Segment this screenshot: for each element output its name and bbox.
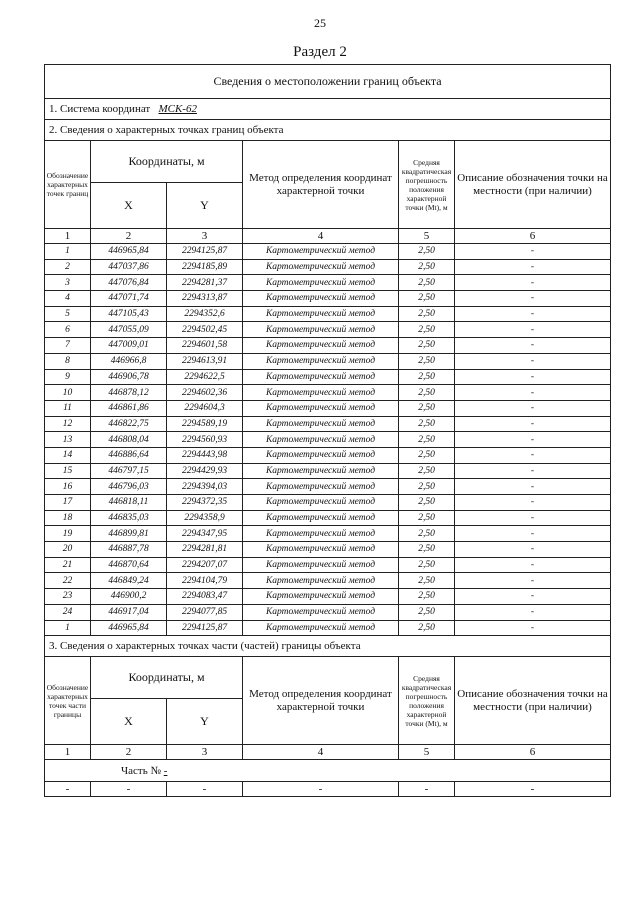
table-row — [45, 542, 611, 558]
description-cell: - — [455, 542, 611, 558]
point-number-cell: 5 — [45, 306, 91, 322]
method-cell: Картометрический метод — [243, 338, 399, 354]
error-cell: 2,50 — [399, 620, 455, 636]
empty-cell: - — [91, 782, 167, 797]
error-cell: 2,50 — [399, 526, 455, 542]
coordinate-system-value: МСК-62 — [158, 103, 197, 115]
error-cell: 2,50 — [399, 338, 455, 354]
coord-y-cell: 2294502,45 — [167, 322, 243, 338]
table-row — [45, 557, 611, 573]
coord-y-cell: 2294077,85 — [167, 604, 243, 620]
table-row — [45, 463, 611, 479]
coord-x-cell: 447105,43 — [91, 306, 167, 322]
coord-y-cell: 2294429,93 — [167, 463, 243, 479]
coord-y-cell: 2294281,81 — [167, 542, 243, 558]
table-row — [45, 306, 611, 322]
header-x: X — [91, 183, 167, 229]
table-row — [45, 259, 611, 275]
empty-cell: - — [243, 782, 399, 797]
point-number-cell: 22 — [45, 573, 91, 589]
error-cell: 2,50 — [399, 463, 455, 479]
description-cell: - — [455, 589, 611, 605]
error-cell: 2,50 — [399, 306, 455, 322]
coord-x-cell: 446906,78 — [91, 369, 167, 385]
page-number: 25 — [314, 16, 326, 30]
description-cell: - — [455, 447, 611, 463]
part-number-value: - — [163, 764, 168, 777]
point-number-cell: 10 — [45, 385, 91, 401]
point-number-cell: 18 — [45, 510, 91, 526]
coord-x-cell: 446966,8 — [91, 353, 167, 369]
description-cell: - — [455, 526, 611, 542]
table-row — [45, 495, 611, 511]
table-row — [45, 573, 611, 589]
description-cell: - — [455, 620, 611, 636]
error-cell: 2,50 — [399, 244, 455, 260]
error-cell: 2,50 — [399, 495, 455, 511]
coord-y-cell: 2294372,35 — [167, 495, 243, 511]
coord-x-cell: 446808,04 — [91, 432, 167, 448]
coord-x-cell: 446965,84 — [91, 244, 167, 260]
error-cell: 2,50 — [399, 542, 455, 558]
empty-cell: - — [167, 782, 243, 797]
column-numbers-row-part — [45, 745, 611, 760]
description-cell: - — [455, 259, 611, 275]
coord-y-cell: 2294443,98 — [167, 447, 243, 463]
coord-x-cell: 446797,15 — [91, 463, 167, 479]
coord-y-cell: 2294358,9 — [167, 510, 243, 526]
description-cell: - — [455, 432, 611, 448]
table-row — [45, 400, 611, 416]
description-cell: - — [455, 275, 611, 291]
coord-y-cell: 2294560,93 — [167, 432, 243, 448]
description-cell: - — [455, 369, 611, 385]
point-number-cell: 1 — [45, 244, 91, 260]
table-row — [45, 275, 611, 291]
coord-x-cell: 447055,09 — [91, 322, 167, 338]
point-number-cell: 9 — [45, 369, 91, 385]
header-coords: Координаты, м — [91, 141, 243, 183]
error-cell: 2,50 — [399, 589, 455, 605]
error-cell: 2,50 — [399, 353, 455, 369]
point-number-cell: 16 — [45, 479, 91, 495]
table-title: Сведения о местоположении границ объекта — [45, 65, 611, 99]
table-row — [45, 338, 611, 354]
point-number-cell: 23 — [45, 589, 91, 605]
error-cell: 2,50 — [399, 432, 455, 448]
header-error-part: Средняя квадратическая погрешность положения характерной точки (Мt), м — [399, 657, 455, 745]
coordinate-system-row — [45, 99, 611, 120]
coord-y-cell: 2294083,47 — [167, 589, 243, 605]
point-number-cell: 8 — [45, 353, 91, 369]
table-row — [45, 526, 611, 542]
coord-x-cell: 446849,24 — [91, 573, 167, 589]
error-cell: 2,50 — [399, 322, 455, 338]
error-cell: 2,50 — [399, 604, 455, 620]
method-cell: Картометрический метод — [243, 244, 399, 260]
part-number-label: Часть № — [121, 764, 161, 777]
point-number-cell: 20 — [45, 542, 91, 558]
table-row — [45, 620, 611, 636]
coord-y-cell: 2294604,3 — [167, 400, 243, 416]
method-cell: Картометрический метод — [243, 353, 399, 369]
coord-x-cell: 446822,75 — [91, 416, 167, 432]
header-point-name: Обозначение характерных точек границ — [45, 141, 91, 229]
table-row — [45, 589, 611, 605]
empty-cell: - — [455, 782, 611, 797]
description-cell: - — [455, 400, 611, 416]
column-number: 1 — [45, 229, 91, 244]
coord-x-cell: 446899,81 — [91, 526, 167, 542]
header-point-name-part: Обозначение характерных точек части границы — [45, 657, 91, 745]
table-row — [45, 510, 611, 526]
column-number: 2 — [91, 745, 167, 760]
column-number: 3 — [167, 745, 243, 760]
point-number-cell: 1 — [45, 620, 91, 636]
empty-part-row — [45, 782, 611, 797]
data-rows — [45, 244, 611, 636]
coord-x-cell: 446796,03 — [91, 479, 167, 495]
part3-title: 3. Сведения о характерных точках части (частей) границы объекта — [45, 636, 611, 657]
method-cell: Картометрический метод — [243, 526, 399, 542]
coord-x-cell: 446818,11 — [91, 495, 167, 511]
error-cell: 2,50 — [399, 369, 455, 385]
description-cell: - — [455, 495, 611, 511]
header-method: Метод определения координат характерной точки — [243, 141, 399, 229]
point-number-cell: 12 — [45, 416, 91, 432]
error-cell: 2,50 — [399, 416, 455, 432]
coord-y-cell: 2294613,91 — [167, 353, 243, 369]
table-row — [45, 479, 611, 495]
description-cell: - — [455, 463, 611, 479]
section-title: Раздел 2 — [293, 44, 347, 60]
coord-y-cell: 2294313,87 — [167, 291, 243, 307]
header-description: Описание обозначения точки на местности (при наличии) — [455, 141, 611, 229]
coord-x-cell: 446878,12 — [91, 385, 167, 401]
description-cell: - — [455, 604, 611, 620]
description-cell: - — [455, 573, 611, 589]
coord-y-cell: 2294185,89 — [167, 259, 243, 275]
header-coords-part: Координаты, м — [91, 657, 243, 699]
table-row — [45, 322, 611, 338]
table-row — [45, 369, 611, 385]
table-row — [45, 385, 611, 401]
coord-y-cell: 2294207,07 — [167, 557, 243, 573]
coord-x-cell: 446887,78 — [91, 542, 167, 558]
coord-x-cell: 446965,84 — [91, 620, 167, 636]
part-number-row — [45, 760, 611, 782]
header-x-part: X — [91, 699, 167, 745]
method-cell: Картометрический метод — [243, 259, 399, 275]
table-row — [45, 432, 611, 448]
method-cell: Картометрический метод — [243, 275, 399, 291]
error-cell: 2,50 — [399, 510, 455, 526]
coord-y-cell: 2294589,19 — [167, 416, 243, 432]
boundary-table — [44, 64, 611, 797]
point-number-cell: 17 — [45, 495, 91, 511]
coord-y-cell: 2294104,79 — [167, 573, 243, 589]
description-cell: - — [455, 322, 611, 338]
point-number-cell: 19 — [45, 526, 91, 542]
table-row — [45, 447, 611, 463]
column-number: 2 — [91, 229, 167, 244]
empty-cell: - — [399, 782, 455, 797]
description-cell: - — [455, 291, 611, 307]
coord-x-cell: 446861,86 — [91, 400, 167, 416]
table-row — [45, 604, 611, 620]
column-number: 6 — [455, 229, 611, 244]
coord-y-cell: 2294352,6 — [167, 306, 243, 322]
method-cell: Картометрический метод — [243, 400, 399, 416]
point-number-cell: 2 — [45, 259, 91, 275]
coord-x-cell: 447076,84 — [91, 275, 167, 291]
coord-x-cell: 447071,74 — [91, 291, 167, 307]
header-description-part: Описание обозначения точки на местности (при наличии) — [455, 657, 611, 745]
point-number-cell: 3 — [45, 275, 91, 291]
description-cell: - — [455, 510, 611, 526]
method-cell: Картометрический метод — [243, 620, 399, 636]
point-number-cell: 6 — [45, 322, 91, 338]
point-number-cell: 21 — [45, 557, 91, 573]
method-cell: Картометрический метод — [243, 604, 399, 620]
method-cell: Картометрический метод — [243, 542, 399, 558]
part2-title: 2. Сведения о характерных точках границ объекта — [45, 120, 611, 141]
column-number: 5 — [399, 229, 455, 244]
coord-x-cell: 447009,01 — [91, 338, 167, 354]
coord-x-cell: 447037,86 — [91, 259, 167, 275]
column-numbers-row — [45, 229, 611, 244]
coord-y-cell: 2294622,5 — [167, 369, 243, 385]
description-cell: - — [455, 338, 611, 354]
point-number-cell: 15 — [45, 463, 91, 479]
column-number: 4 — [243, 745, 399, 760]
point-number-cell: 7 — [45, 338, 91, 354]
error-cell: 2,50 — [399, 400, 455, 416]
coord-y-cell: 2294602,36 — [167, 385, 243, 401]
coord-y-cell: 2294347,95 — [167, 526, 243, 542]
error-cell: 2,50 — [399, 259, 455, 275]
table-row — [45, 353, 611, 369]
header-y: Y — [167, 183, 243, 229]
coord-x-cell: 446900,2 — [91, 589, 167, 605]
coordinate-system-label: 1. Система координат — [49, 103, 151, 115]
point-number-cell: 4 — [45, 291, 91, 307]
description-cell: - — [455, 244, 611, 260]
coord-x-cell: 446870,64 — [91, 557, 167, 573]
method-cell: Картометрический метод — [243, 573, 399, 589]
error-cell: 2,50 — [399, 291, 455, 307]
description-cell: - — [455, 385, 611, 401]
method-cell: Картометрический метод — [243, 557, 399, 573]
method-cell: Картометрический метод — [243, 291, 399, 307]
method-cell: Картометрический метод — [243, 447, 399, 463]
description-cell: - — [455, 416, 611, 432]
method-cell: Картометрический метод — [243, 385, 399, 401]
coord-y-cell: 2294281,37 — [167, 275, 243, 291]
method-cell: Картометрический метод — [243, 479, 399, 495]
point-number-cell: 24 — [45, 604, 91, 620]
header-y-part: Y — [167, 699, 243, 745]
method-cell: Картометрический метод — [243, 510, 399, 526]
description-cell: - — [455, 353, 611, 369]
coord-y-cell: 2294125,87 — [167, 620, 243, 636]
point-number-cell: 13 — [45, 432, 91, 448]
method-cell: Картометрический метод — [243, 306, 399, 322]
error-cell: 2,50 — [399, 385, 455, 401]
column-number: 5 — [399, 745, 455, 760]
method-cell: Картометрический метод — [243, 322, 399, 338]
error-cell: 2,50 — [399, 573, 455, 589]
description-cell: - — [455, 306, 611, 322]
error-cell: 2,50 — [399, 479, 455, 495]
error-cell: 2,50 — [399, 275, 455, 291]
column-number: 3 — [167, 229, 243, 244]
table-row — [45, 244, 611, 260]
coord-x-cell: 446917,04 — [91, 604, 167, 620]
description-cell: - — [455, 557, 611, 573]
coord-y-cell: 2294125,87 — [167, 244, 243, 260]
method-cell: Картометрический метод — [243, 589, 399, 605]
column-number: 1 — [45, 745, 91, 760]
coord-y-cell: 2294601,58 — [167, 338, 243, 354]
method-cell: Картометрический метод — [243, 495, 399, 511]
method-cell: Картометрический метод — [243, 463, 399, 479]
table-row — [45, 291, 611, 307]
method-cell: Картометрический метод — [243, 416, 399, 432]
point-number-cell: 14 — [45, 447, 91, 463]
coord-x-cell: 446886,64 — [91, 447, 167, 463]
coord-y-cell: 2294394,03 — [167, 479, 243, 495]
empty-cell: - — [45, 782, 91, 797]
point-number-cell: 11 — [45, 400, 91, 416]
header-method-part: Метод определения координат характерной точки — [243, 657, 399, 745]
method-cell: Картометрический метод — [243, 369, 399, 385]
table-row — [45, 416, 611, 432]
error-cell: 2,50 — [399, 447, 455, 463]
column-number: 6 — [455, 745, 611, 760]
error-cell: 2,50 — [399, 557, 455, 573]
column-number: 4 — [243, 229, 399, 244]
header-error: Средняя квадратическая погрешность положения характерной точки (Мt), м — [399, 141, 455, 229]
description-cell: - — [455, 479, 611, 495]
method-cell: Картометрический метод — [243, 432, 399, 448]
coord-x-cell: 446835,03 — [91, 510, 167, 526]
